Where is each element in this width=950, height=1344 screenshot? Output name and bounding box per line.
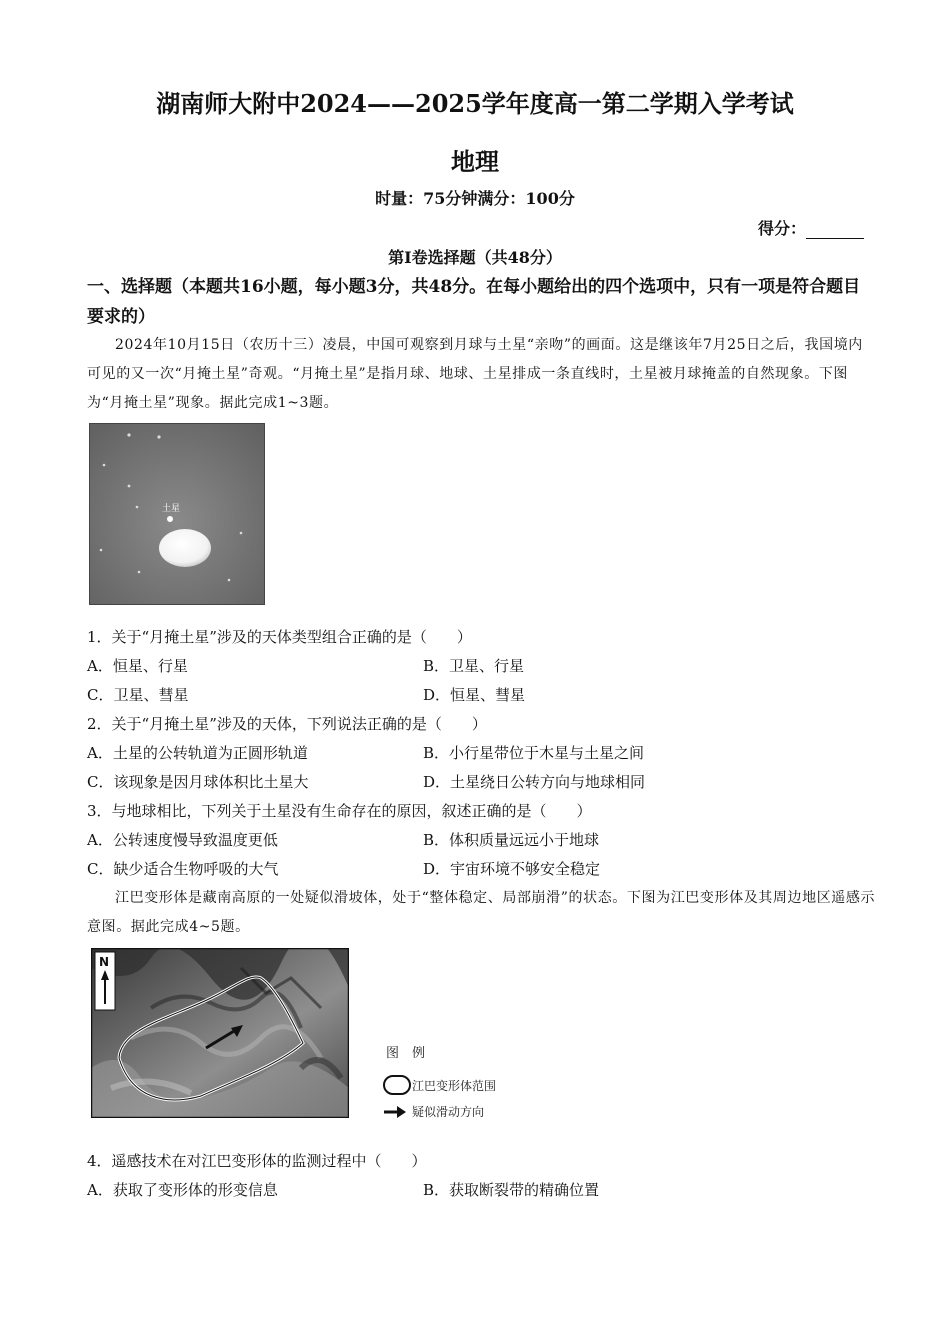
- jiangba-remote-sensing-map: [91, 948, 349, 1118]
- q2-option-b[interactable]: B．小行星带位于木星与土星之间: [423, 744, 645, 762]
- q1-option-b[interactable]: B．卫星、行星: [423, 657, 525, 675]
- score-label: 得分：: [757, 219, 806, 238]
- section-instructions: 一、选择题（本题共16小题，每小题3分，共48分。在每小题给出的四个选项中，只有一项是符合题目要求的）: [87, 277, 861, 327]
- q2-option-d[interactable]: D．土星绕日公转方向与地球相同: [423, 773, 646, 791]
- question-3-stem: 3．与地球相比，下列关于土星没有生命存在的原因，叙述正确的是（ ）: [87, 802, 592, 820]
- legend-arrow-icon: [384, 1106, 406, 1118]
- svg-text:N: N: [99, 955, 110, 969]
- score-blank[interactable]: [806, 220, 864, 239]
- exam-timing: 时量：75分钟满分：100分: [375, 189, 575, 208]
- legend-range-icon: [384, 1076, 410, 1094]
- passage-jiangba: 江巴变形体是藏南高原的一处疑似滑坡体，处于“整体稳定、局部崩滑”的状态。下图为江巴变形体及其周边地区遥感示意图。据此完成4~5题。: [87, 890, 876, 935]
- map-legend: [380, 1040, 530, 1134]
- north-arrow: [95, 952, 115, 1010]
- q1-option-a[interactable]: A．恒星、行星: [87, 657, 188, 675]
- q3-option-b[interactable]: B．体积质量远远小于地球: [423, 831, 600, 849]
- q3-option-c[interactable]: C．缺少适合生物呼吸的大气: [87, 860, 279, 878]
- q4-option-a[interactable]: A．获取了变形体的形变信息: [87, 1181, 278, 1199]
- question-2-stem: 2．关于“月掩土星”涉及的天体，下列说法正确的是（ ）: [87, 715, 487, 733]
- passage-moon-saturn: 2024年10月15日（农历十三）凌晨，中国可观察到月球与土星“亲吻”的画面。这是继该年7月25日之后，我国境内可见的又一次“月掩土星”奇观。“月掩土星”是指月球、地球、土星排成一条直线时，土星被月球掩盖的自然现象。下图为“月掩土星”现象。据此完成1~3题。: [87, 337, 863, 411]
- legend-range-label: 江巴变形体范围: [412, 1079, 497, 1093]
- question-4-stem: 4．遥感技术在对江巴变形体的监测过程中（ ）: [87, 1152, 427, 1170]
- question-1-stem: 1．关于“月掩土星”涉及的天体类型组合正确的是（ ）: [87, 628, 472, 646]
- q1-option-c[interactable]: C．卫星、彗星: [87, 686, 189, 704]
- subject-title: 地理: [451, 147, 499, 176]
- score-field: [758, 216, 864, 239]
- part-heading: 第Ⅰ卷选择题（共48分）: [388, 248, 562, 267]
- moon-disc: [159, 529, 211, 567]
- q3-option-a[interactable]: A．公转速度慢导致温度更低: [87, 831, 278, 849]
- saturn-dot: [167, 516, 173, 522]
- q4-option-b[interactable]: B．获取断裂带的精确位置: [423, 1181, 600, 1199]
- q2-option-c[interactable]: C．该现象是因月球体积比土星大: [87, 773, 309, 791]
- moon-saturn-image: [89, 423, 265, 605]
- q2-option-a[interactable]: A．土星的公转轨道为正圆形轨道: [87, 744, 308, 762]
- q3-option-d[interactable]: D．宇宙环境不够安全稳定: [423, 860, 601, 878]
- legend-title: 图 例: [386, 1046, 426, 1061]
- legend-arrow-label: 疑似滑动方向: [412, 1105, 485, 1119]
- saturn-label: 土星: [162, 504, 181, 514]
- q1-option-d[interactable]: D．恒星、彗星: [423, 686, 526, 704]
- moon-saturn-photo: [89, 423, 265, 605]
- remote-sensing-image: [91, 948, 349, 1118]
- exam-title: 湖南师大附中2024——2025学年度高一第二学期入学考试: [156, 89, 794, 118]
